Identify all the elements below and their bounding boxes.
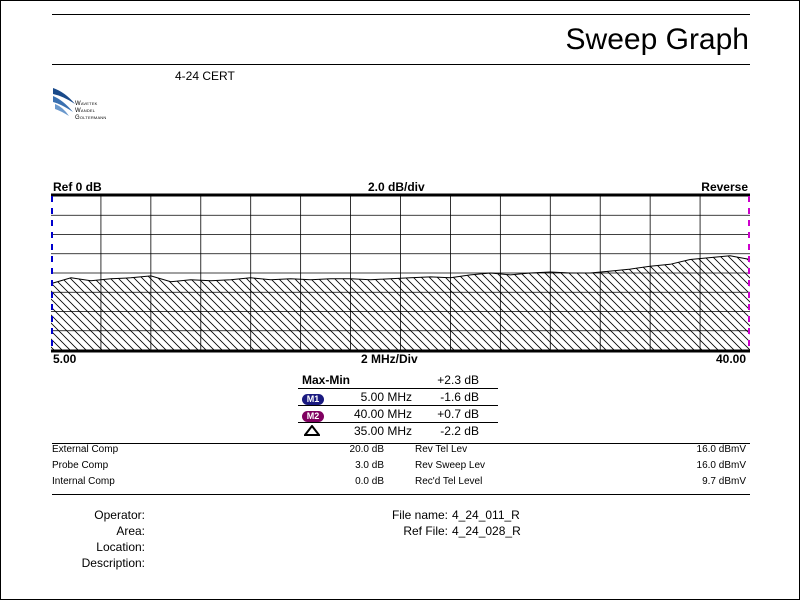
marker-table [298, 371, 498, 439]
ref-file-value: 4_24_028_R [452, 524, 521, 538]
setting-label-2: Rec'd Tel Level [415, 476, 483, 487]
report-title: Sweep Graph [565, 23, 749, 56]
setting-label-2: Rev Tel Lev [415, 444, 468, 455]
settings-row [52, 444, 750, 460]
file-labels [392, 507, 448, 539]
setting-label: Probe Comp [52, 460, 109, 471]
file-values [452, 507, 521, 539]
chart-scale: 2.0 dB/div [368, 180, 425, 194]
m1-value: -1.6 dB [440, 390, 479, 404]
setting-value: 20.0 dB [349, 444, 384, 455]
setting-value: 3.0 dB [355, 460, 384, 471]
operator-label: Operator: [94, 508, 145, 522]
delta-frequency: 35.00 MHz [353, 424, 412, 438]
setting-label-2: Rev Sweep Lev [415, 460, 486, 471]
marker-row-delta [298, 422, 498, 439]
marker-maxmin-row [298, 371, 498, 388]
setting-value-2: 16.0 dBmV [696, 444, 746, 455]
delta-value: -2.2 dB [440, 424, 479, 438]
logo-line-3: Goltermann [75, 115, 107, 121]
m1-badge: M1 [302, 394, 324, 405]
settings-rule-bottom [52, 494, 750, 495]
info-labels [82, 507, 145, 571]
report-subtitle: 4-24 CERT [175, 69, 235, 83]
logo-line-1: Wavetek [75, 101, 98, 107]
marker-row-m2 [298, 405, 498, 422]
m2-value: +0.7 dB [437, 407, 479, 421]
ref-file-label: Ref File: [403, 524, 448, 538]
m2-frequency: 40.00 MHz [353, 407, 412, 421]
m1-frequency: 5.00 MHz [360, 390, 412, 404]
x-axis-stop: 40.00 [715, 352, 746, 366]
setting-value: 0.0 dB [355, 476, 384, 487]
location-label: Location: [96, 540, 145, 554]
chart-mode: Reverse [701, 180, 748, 194]
x-axis-division: 2 MHz/Div [361, 352, 418, 366]
settings-table [52, 444, 750, 492]
delta-icon [304, 425, 320, 436]
settings-row [52, 476, 750, 492]
settings-row [52, 460, 750, 476]
setting-label: External Comp [52, 444, 119, 455]
x-axis-start: 5.00 [53, 352, 77, 366]
file-name-value: 4_24_011_R [452, 508, 520, 522]
maxmin-label: Max-Min [302, 373, 350, 387]
description-label: Description: [81, 556, 145, 570]
file-name-label: File name: [391, 508, 448, 522]
maxmin-value: +2.3 dB [437, 373, 479, 387]
marker-row-m1 [298, 388, 498, 405]
chart-ref-level: Ref 0 dB [53, 180, 102, 194]
area-label: Area: [116, 524, 145, 538]
x-axis-footer [51, 352, 750, 367]
setting-value-2: 9.7 dBmV [702, 476, 746, 487]
m2-badge: M2 [302, 411, 324, 422]
setting-value-2: 16.0 dBmV [696, 460, 746, 471]
setting-label: Internal Comp [52, 476, 115, 487]
logo-line-2: Wandel [75, 108, 96, 114]
